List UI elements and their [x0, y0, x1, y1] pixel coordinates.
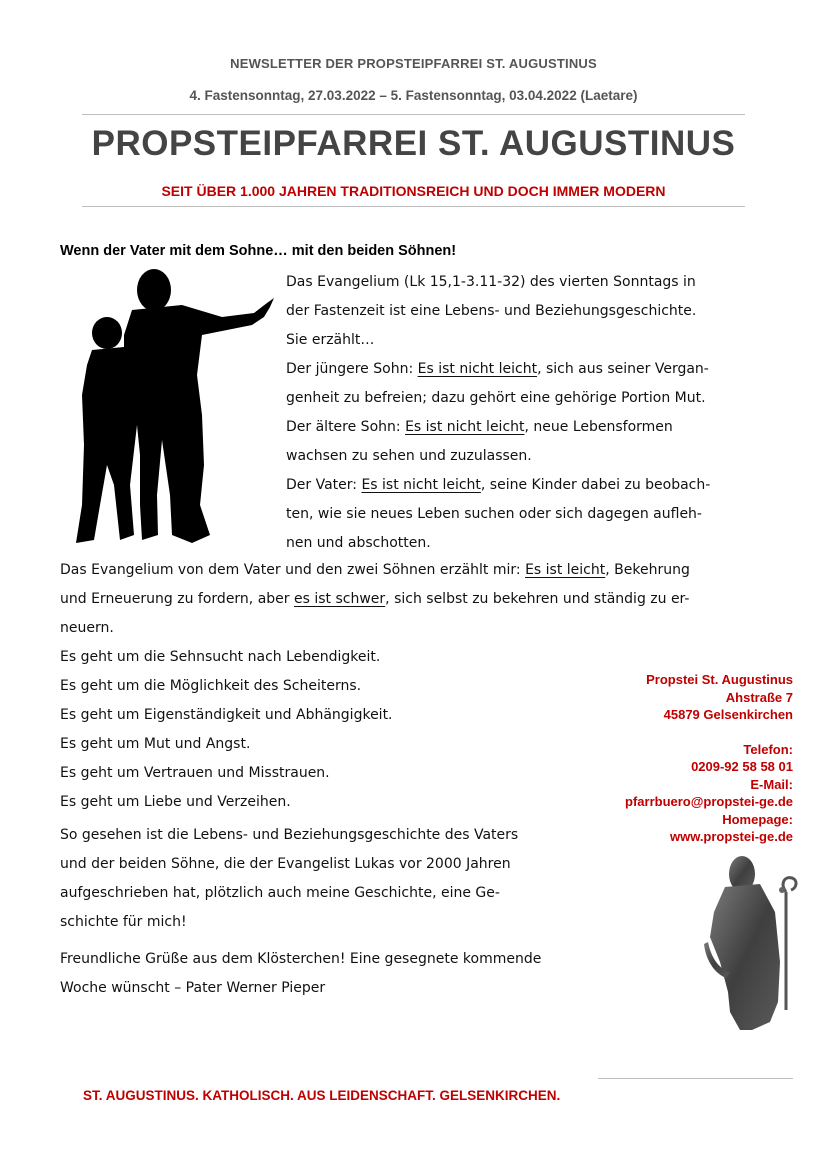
text-line: neuern. [60, 620, 114, 636]
underlined-phrase: Es ist nicht leicht [405, 419, 525, 435]
text-segment: Das Evangelium von dem Vater und den zwei Söhnen erzählt mir: [60, 562, 526, 578]
spacer [625, 724, 793, 741]
page-subtitle: SEIT ÜBER 1.000 JAHREN TRADITIONSREICH UND DOCH IMMER MODERN [161, 183, 666, 199]
text-line [286, 413, 756, 442]
text-line: Freundliche Grüße aus dem Klösterchen! Eine gesegnete kommende [60, 951, 542, 967]
phone-number: 0209-92 58 58 01 [691, 759, 793, 774]
text-segment: , sich aus seiner Vergan- [537, 361, 709, 377]
closing-paragraph [60, 821, 590, 937]
text-segment: , sich selbst zu bekehren und ständig zu er- [385, 591, 690, 607]
underlined-phrase: Es ist leicht [525, 562, 606, 578]
statue-icon [700, 852, 800, 1034]
text-line: der Fastenzeit ist eine Lebens- und Beziehungsgeschichte. [286, 303, 697, 319]
theme-item: Es geht um Mut und Angst. [60, 736, 251, 752]
homepage-link[interactable]: www.propstei-ge.de [669, 829, 793, 844]
text-line: nen und abschotten. [286, 535, 431, 551]
theme-item: Es geht um Vertrauen und Misstrauen. [60, 765, 330, 781]
text-line: Das Evangelium (Lk 15,1-3.11-32) des vierten Sonntags in [286, 274, 696, 290]
text-line: und der beiden Söhne, die der Evangelist Lukas vor 2000 Jahren [60, 856, 511, 872]
text-segment: , Bekehrung [605, 562, 690, 578]
silhouette-icon [62, 265, 277, 555]
theme-item: Es geht um Liebe und Verzeihen. [60, 794, 291, 810]
themes-list [60, 643, 600, 817]
contact-street: Ahstraße 7 [725, 689, 793, 705]
text-line [286, 355, 756, 384]
underlined-phrase: Es ist nicht leicht [361, 477, 481, 493]
text-line: So gesehen ist die Lebens- und Beziehungsgeschichte des Vaters [60, 827, 519, 843]
theme-item: Es geht um die Sehnsucht nach Lebendigkeit. [60, 649, 381, 665]
email-label: E-Mail: [750, 776, 793, 792]
underlined-phrase: es ist schwer [294, 591, 386, 607]
underlined-phrase: Es ist nicht leicht [417, 361, 538, 377]
header-divider-top [82, 114, 745, 115]
newsletter-kicker: NEWSLETTER DER PROPSTEIPFARREI ST. AUGUSTINUS [230, 56, 597, 71]
text-segment: Der Vater: [286, 477, 362, 493]
theme-item: Es geht um Eigenständigkeit und Abhängigkeit. [60, 707, 393, 723]
header-divider-bottom [82, 206, 745, 207]
intro-paragraph [286, 268, 756, 558]
text-line: Sie erzählt… [286, 332, 375, 348]
page-title: PROPSTEIPFARREI ST. AUGUSTINUS [91, 124, 736, 163]
contact-name: Propstei St. Augustinus [646, 672, 793, 687]
homepage-label: Homepage: [722, 811, 793, 827]
text-line [60, 556, 750, 585]
text-line: schichte für mich! [60, 914, 187, 930]
text-segment: und Erneuerung zu fordern, aber [60, 591, 294, 607]
text-line: genheit zu befreien; dazu gehört eine gehörige Portion Mut. [286, 390, 706, 406]
issue-dates: 4. Fastensonntag, 27.03.2022 – 5. Fastensonntag, 03.04.2022 (Laetare) [189, 88, 638, 103]
contact-box [625, 671, 793, 846]
greeting-paragraph [60, 945, 590, 1003]
text-segment: , seine Kinder dabei zu beobach- [480, 477, 711, 493]
text-segment: Der ältere Sohn: [286, 419, 406, 435]
footer-slogan: ST. AUGUSTINUS. KATHOLISCH. AUS LEIDENSCHAFT. GELSENKIRCHEN. [83, 1088, 561, 1103]
email-link[interactable]: pfarrbuero@propstei-ge.de [625, 794, 793, 809]
contact-city: 45879 Gelsenkirchen [663, 707, 793, 722]
article-headline: Wenn der Vater mit dem Sohne… mit den beiden Söhnen! [60, 243, 457, 259]
evangelium-paragraph [60, 556, 750, 643]
st-augustinus-statue-image [700, 852, 800, 1034]
text-line: ten, wie sie neues Leben suchen oder sich dagegen aufleh- [286, 506, 702, 522]
text-line: aufgeschrieben hat, plötzlich auch meine Geschichte, eine Ge- [60, 885, 500, 901]
text-line [60, 585, 750, 614]
footer-divider [598, 1078, 793, 1079]
text-segment: Der jüngere Sohn: [286, 361, 418, 377]
theme-item: Es geht um die Möglichkeit des Scheiterns. [60, 678, 362, 694]
text-line [286, 471, 756, 500]
text-line: wachsen zu sehen und zuzulassen. [286, 448, 532, 464]
father-son-silhouette-image [62, 265, 277, 555]
text-segment: , neue Lebensformen [524, 419, 673, 435]
phone-label: Telefon: [743, 741, 793, 757]
signature-line: Woche wünscht – Pater Werner Pieper [60, 980, 326, 996]
